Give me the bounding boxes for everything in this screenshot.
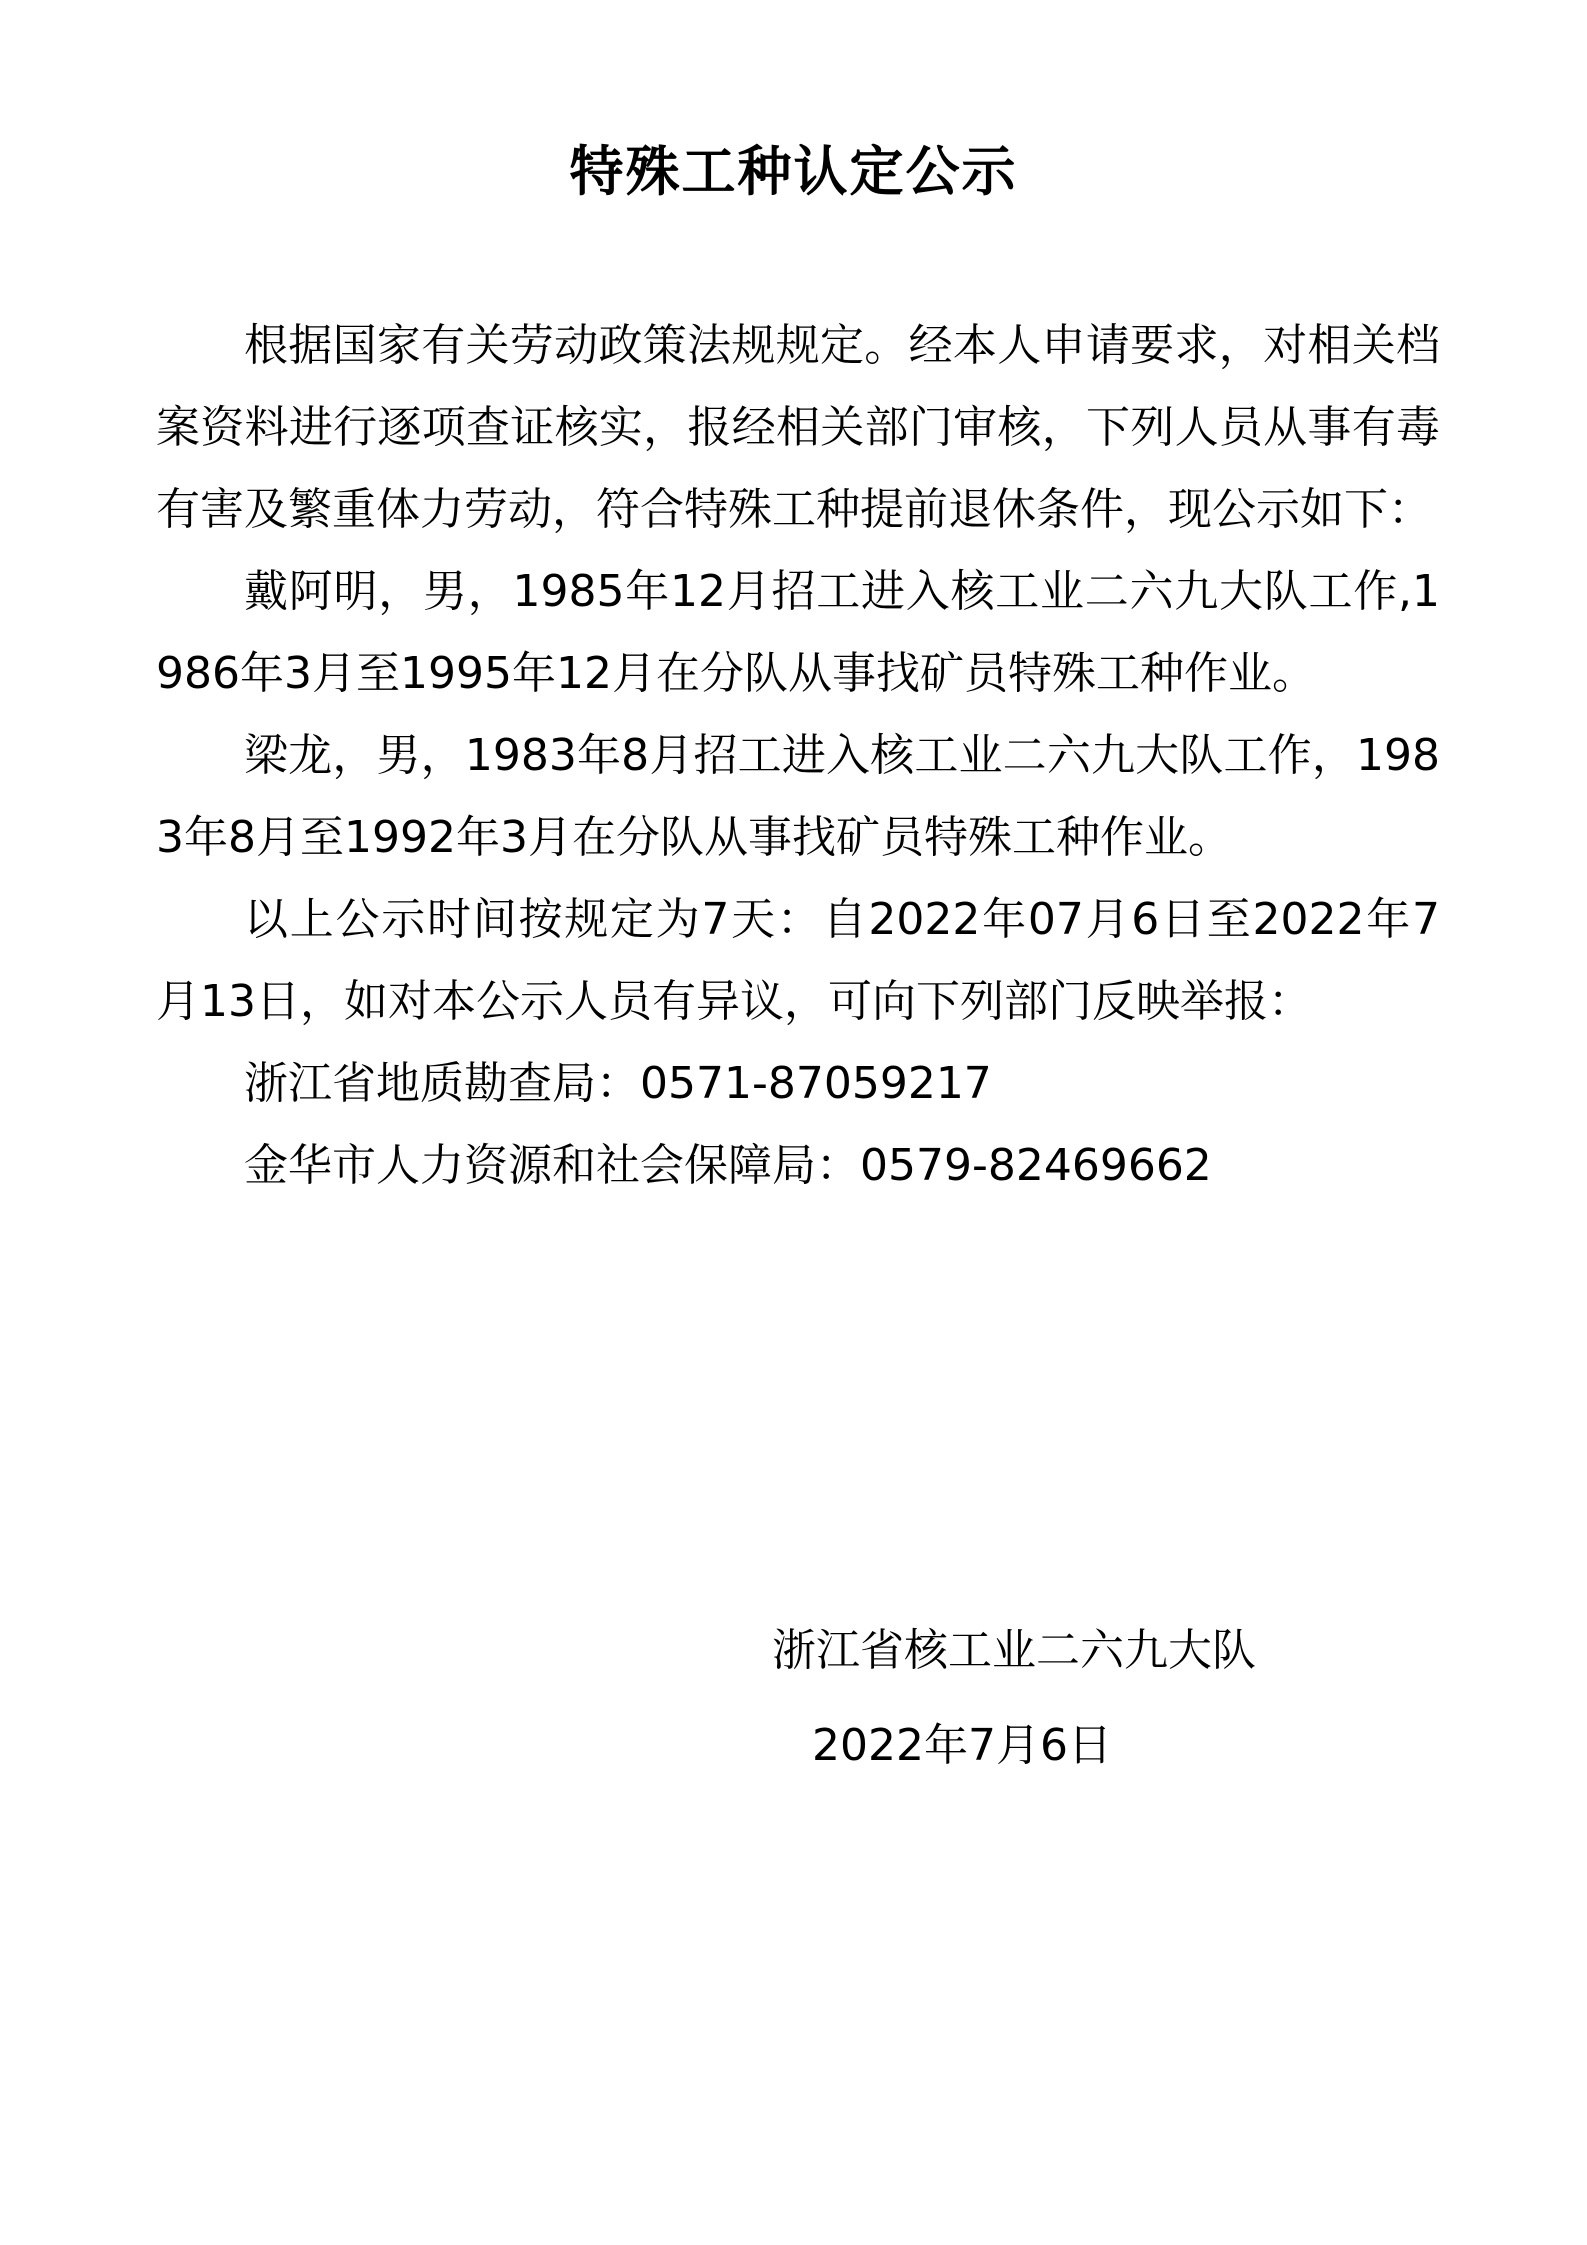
contact-line-2: 金华市人力资源和社会保障局：0579-82469662 (244, 1140, 1212, 1191)
contact-line-1: 浙江省地质勘查局：0571-87059217 (244, 1058, 992, 1109)
signature-date: 2022年7月6日 (812, 1720, 1112, 1771)
person-entry-1: 戴阿明，男，1985年12月招工进入核工业二六九大队工作,1986年3月至1995年12月在分队从事找矿员特殊工种作业。 (156, 566, 1440, 699)
publicity-period-paragraph: 以上公示时间按规定为7天：自2022年07月6日至2022年7月13日，如对本公示人员有异议，可向下列部门反映举报： (156, 894, 1440, 1027)
document-title: 特殊工种认定公示 (569, 140, 1018, 203)
intro-paragraph: 根据国家有关劳动政策法规规定。经本人申请要求，对相关档案资料进行逐项查证核实，报经相关部门审核，下列人员从事有毒有害及繁重体力劳动，符合特殊工种提前退休条件，现公示如下： (156, 320, 1440, 535)
signature-organization: 浙江省核工业二六九大队 (772, 1625, 1256, 1676)
person-entry-2: 梁龙，男，1983年8月招工进入核工业二六九大队工作，1983年8月至1992年3月在分队从事找矿员特殊工种作业。 (156, 730, 1440, 863)
document-body (156, 305, 1440, 1207)
